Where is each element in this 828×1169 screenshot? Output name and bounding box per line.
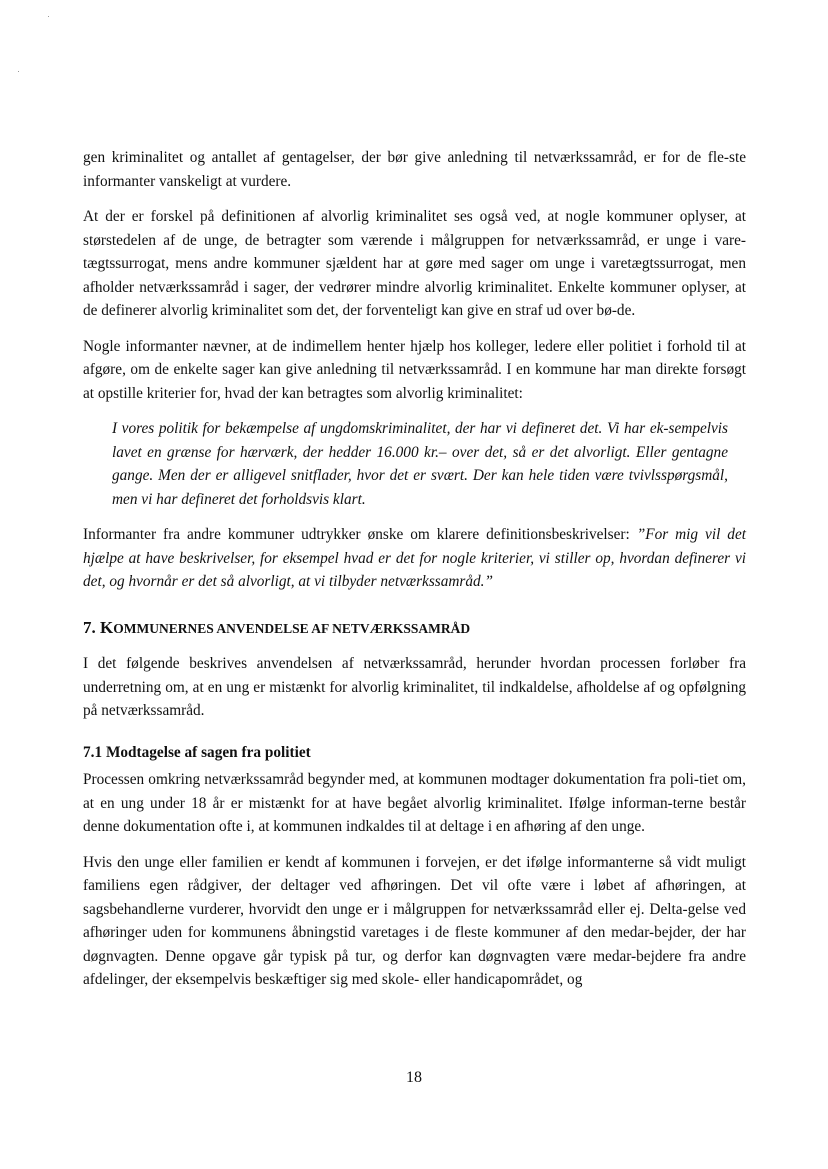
paragraph-6: Processen omkring netværkssamråd begynder med, at kommunen modtager dokumentation fra poli-tiet om, at en ung under 18 år er mistænkt for at have begået alvorlig kriminalitet. Ifølge informan-terne består denne dokumentation ofte i, at kommunen indkaldes til at deltage i en afhøring af den unge. <box>83 771 746 835</box>
section-title: OMMUNERNES ANVENDELSE AF NETVÆRKSSAMRÅD <box>113 620 471 636</box>
paragraph-3: Nogle informanter nævner, at de indimellem henter hjælp hos kolleger, ledere eller politiet i forhold til at afgøre, om de enkelte sager kan give anledning til netværkssamråd. I en kommune har man direkte forsøgt at opstille kriterier for, hvad der kan betragtes som alvorlig kriminalitet: <box>83 337 746 402</box>
section-heading <box>83 616 746 641</box>
subsection-heading: 7.1 Modtagelse af sagen fra politiet <box>83 743 311 761</box>
page-body <box>83 146 746 1004</box>
paragraph-5: I det følgende beskrives anvendelsen af netværkssamråd, herunder hvordan processen forløber fra underretning om, at en ung er mistænkt for alvorlig kriminalitet, til indkaldelse, afholdelse af og opfølgning på netværkssamråd. <box>83 655 746 719</box>
section-number: 7. <box>83 617 100 637</box>
paragraph-1: gen kriminalitet og antallet af gentagelser, der bør give anledning til netværkssamråd, er for de fle-ste informanter vanskeligt at vurdere. <box>83 149 746 190</box>
block-quote: I vores politik for bekæmpelse af ungdomskriminalitet, der har vi defineret det. Vi har ek-sempelvis lavet en grænse for hærværk, der hedder 16.000 kr.– over det, så er det alvorligt. Eller gentagne gange. Men der er alligevel snitflader, hvor det er svært. Der kan hele tiden være tvivlsspørgsmål, men vi har defineret det forholdsvis klart. <box>112 420 728 508</box>
paragraph-7: Hvis den unge eller familien er kendt af kommunen i forvejen, er det ifølge informanterne så vidt muligt familiens egen rådgiver, der deltager ved afhøringen. Det vil ofte være i løbet af afhøringen, at sagsbehandlerne vurderer, hvorvidt den unge er i målgruppen for netværkssamråd eller ej. Delta-gelse ved afhøringer uden for kommunens åbningstid varetages i de fleste kommuner af den medar-bejder, der har døgnvagten. Denne opgave går typisk på tur, og derfor kan døgnvagten være medar-bejdere fra andre afdelinger, der eksempelvis beskæftiger sig med skole- eller handicapområdet, og <box>83 853 746 988</box>
scan-speck <box>18 71 19 72</box>
page-number: 18 <box>406 1069 422 1086</box>
paragraph-4-quote: ”For mig vil det hjælpe at have beskrivelser, for eksempel hvad er det for nogle kriterier, vi stiller op, hvordan definerer vi det, og hvornår er det så alvorligt, at vi tilbyder netværkssamråd.” <box>83 526 746 590</box>
paragraph-4-text: Informanter fra andre kommuner udtrykker ønske om klarere definitionsbeskrivelser: <box>83 526 637 543</box>
section-title-initial: K <box>100 617 114 637</box>
paragraph-4 <box>83 523 746 594</box>
scan-speck <box>48 16 49 17</box>
paragraph-2: At der er forskel på definitionen af alvorlig kriminalitet ses også ved, at nogle kommuner oplyser, at størstedelen af de unge, de betragter som værende i målgruppen for netværkssamråd, er unge i vare-tægtssurrogat, mens andre kommuner sjældent har at gøre med sager om unge i varetægtssurrogat, men afholder netværkssamråd i sager, der vedrører mindre alvorlig kriminalitet. Enkelte kommuner oplyser, at de definerer alvorlig kriminalitet som det, der forventeligt kan give en straf ud over bø-de. <box>83 208 746 319</box>
